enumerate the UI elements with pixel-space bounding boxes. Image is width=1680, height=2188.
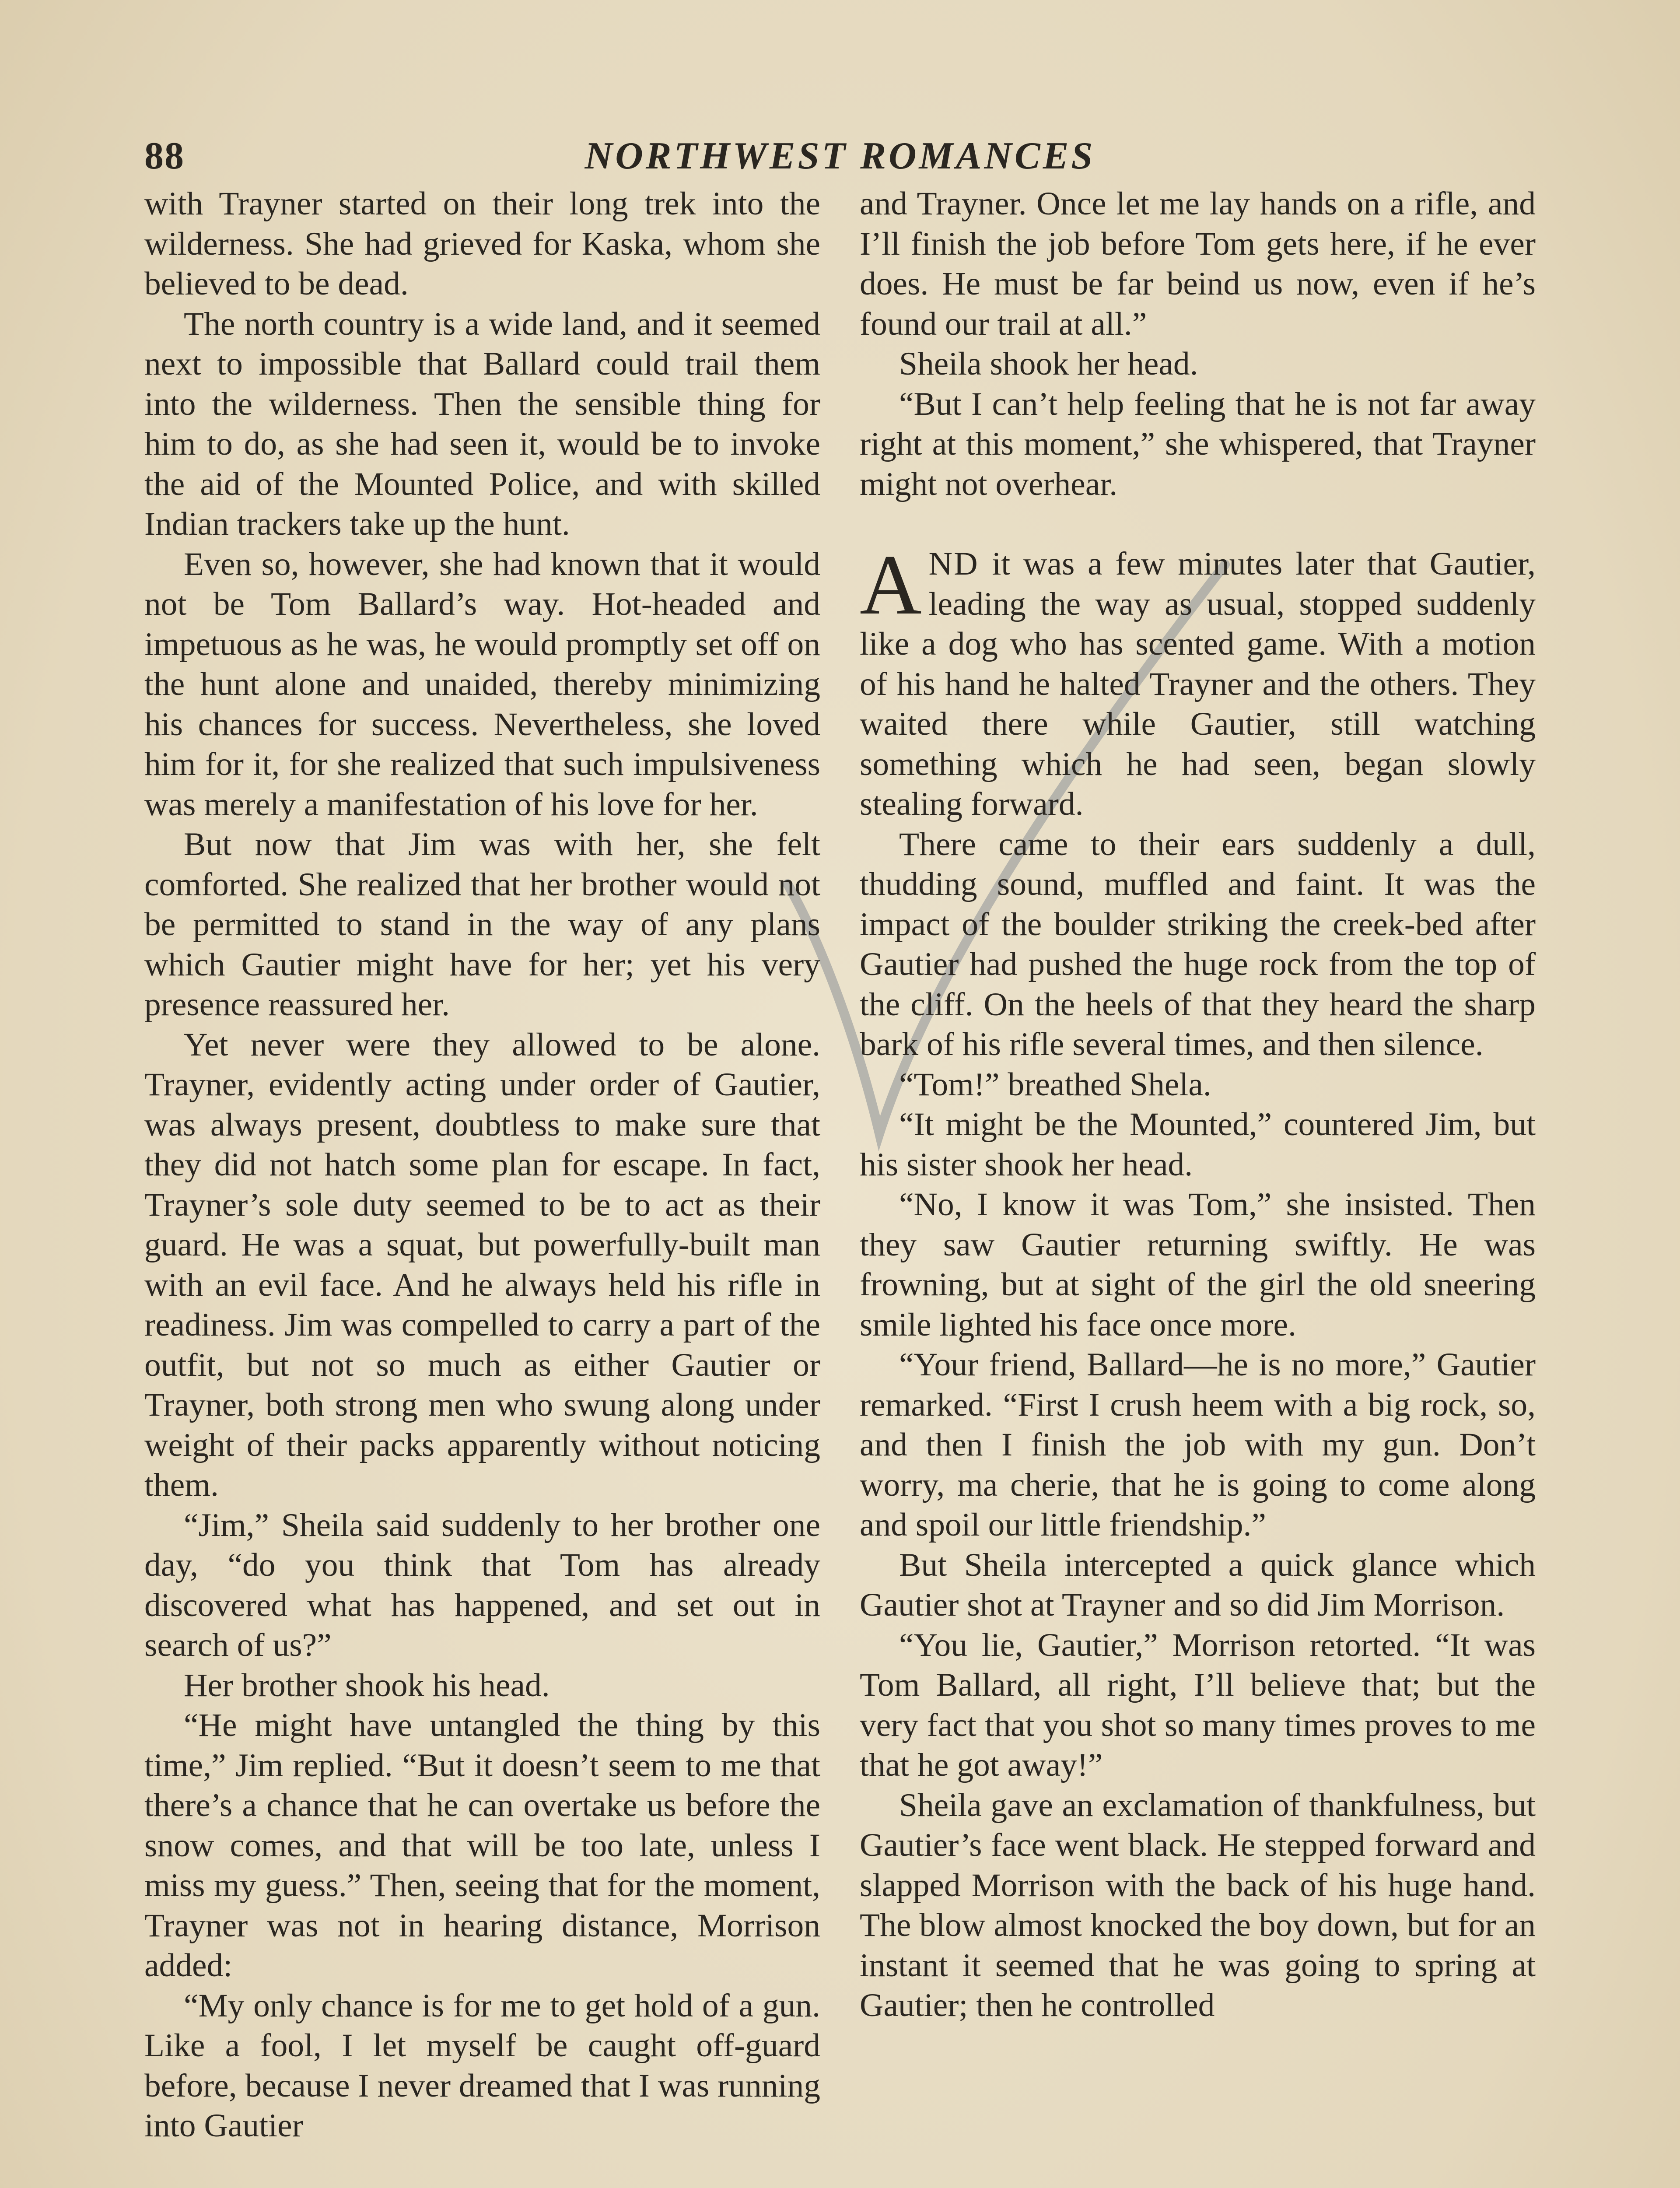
paragraph: “But I can’t help feeling that he is not far away right at this moment,” she whispered, that Trayner might not overhear. xyxy=(860,386,1536,502)
paragraph: “It might be the Mounted,” countered Jim, but his sister shook her head. xyxy=(860,1106,1536,1183)
page-header xyxy=(144,128,1536,185)
page-number: 88 xyxy=(144,135,185,177)
paragraph: “Jim,” Sheila said suddenly to her brother one day, “do you think that Tom has already discovered what has happened, and set out in search of us?” xyxy=(144,1507,820,1663)
paragraph: Yet never were they allowed to be alone. Trayner, evidently acting under order of Gautier, was always present, doubtless to make sure that they did not hatch some plan for escape. In fact, Trayner’s sole duty seemed to be to act as their guard. He was a squat, but powerfully-built man with an evil face. And he always held his rifle in readiness. Jim was compelled to carry a part of the outfit, but not so much as either Gautier or Trayner, both strong men who swung along under weight of their packs apparently without noticing them. xyxy=(144,1026,820,1503)
paragraph: There came to their ears suddenly a dull, thudding sound, muffled and faint. It was the impact of the boulder striking the creek-bed after Gautier had pushed the huge rock from the top of the cliff. On the heels of that they heard the sharp bark of his rifle several times, and then silence. xyxy=(860,826,1536,1062)
lead-in-text: ND xyxy=(928,546,979,582)
paragraph: “He might have untangled the thing by this time,” Jim replied. “But it doesn’t seem to me that there’s a chance that he can overtake us before the snow comes, and that will be too late, unless I miss my guess.” Then, seeing that for the moment, Trayner was not in hearing distance, Morrison added: xyxy=(144,1707,820,1984)
paragraph: and Trayner. Once let me lay hands on a rifle, and I’ll finish the job before Tom gets here, if he ever does. He must be far beind us now, even if he’s found our trail at all.” xyxy=(860,186,1536,342)
paragraph-text: it was a few minutes later that Gautier, leading the way as usual, stopped suddenly like a dog who has scented game. With a motion of his hand he halted Trayner and the others. They waited there while Gautier, still watching something which he had seen, began slowly stealing forward. xyxy=(860,546,1536,822)
paragraph: Even so, however, she had known that it would not be Tom Ballard’s way. Hot-headed and impetuous as he was, he would promptly set off on the hunt alone and unaided, thereby minimizing his chances for success. Nevertheless, she loved him for it, for she realized that such impulsiveness was merely a manifestation of his love for her. xyxy=(144,546,820,823)
paragraph: “Tom!” breathed Shela. xyxy=(899,1066,1211,1103)
paragraph: with Trayner started on their long trek into the wilderness. She had grieved for Kaska, whom she believed to be dead. xyxy=(144,186,820,302)
paragraph: Sheila gave an exclamation of thankfulness, but Gautier’s face went black. He stepped forward and slapped Morrison with the back of his huge hand. The blow almost knocked the boy down, but for an instant it seemed that he was going to spring at Gautier; then he controlled xyxy=(860,1787,1536,2023)
drop-cap: A xyxy=(860,537,922,632)
section-opening-paragraph xyxy=(860,537,1536,824)
paragraph: The north country is a wide land, and it seemed next to impossible that Ballard could trail them into the wilderness. Then the sensible thing for him to do, as she had seen it, would be to invoke the aid of the Mounted Police, and with skilled Indian trackers take up the hunt. xyxy=(144,305,820,542)
running-title: NORTHWEST ROMANCES xyxy=(584,135,1096,177)
paragraph: Her brother shook his head. xyxy=(184,1667,550,1704)
paragraph: Sheila shook her head. xyxy=(899,346,1198,382)
left-column xyxy=(144,184,820,2188)
paragraph: “No, I know it was Tom,” she insisted. Then they saw Gautier returning swiftly. He was frowning, but at sight of the girl the old sneering smile lighted his face once more. xyxy=(860,1186,1536,1343)
right-column xyxy=(860,184,1536,2188)
article-columns xyxy=(144,184,1536,2188)
paragraph: But Sheila intercepted a quick glance which Gautier shot at Trayner and so did Jim Morrison. xyxy=(860,1546,1536,1623)
paragraph: “My only chance is for me to get hold of a gun. Like a fool, I let myself be caught off-guard before, because I never dreamed that I was running into Gautier xyxy=(144,1987,820,2144)
paragraph: “Your friend, Ballard—he is no more,” Gautier remarked. “First I crush heem with a big rock, so, and then I finish the job with my gun. Don’t worry, ma cherie, that he is going to come along and spoil our little friendship.” xyxy=(860,1346,1536,1543)
paragraph: But now that Jim was with her, she felt comforted. She realized that her brother would not be permitted to stand in the way of any plans which Gautier might have for her; yet his very presence reassured her. xyxy=(144,826,820,1023)
paragraph: “You lie, Gautier,” Morrison retorted. “It was Tom Ballard, all right, I’ll believe that; but the very fact that you shot so many times proves to me that he got away!” xyxy=(860,1627,1536,1783)
